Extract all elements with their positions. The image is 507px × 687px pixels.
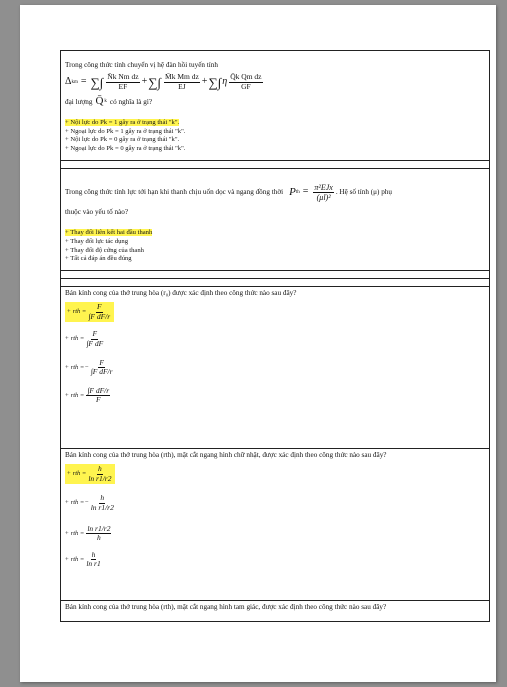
q3-option-3: + rth = − $\frac{F}{\text{∫F dF/r}}$	[65, 357, 113, 377]
q2-p-symbol: P	[289, 185, 296, 198]
q3-option-1-correct: + rth = $\frac{F}{\text{∫F dF/r}}$	[65, 302, 485, 322]
document-page	[20, 5, 496, 682]
question-5	[61, 601, 489, 621]
q4-option-1-correct: + rth = $\frac{h}{\text{ln r1/r2}}$	[65, 464, 485, 484]
q1-term-2: $\frac{\text{M̄k Mm dz}}{EJ}$	[165, 72, 199, 91]
q1-option-4: + Ngoại lực do Pk = 0 gây ra ở trạng thái "k".	[65, 144, 186, 152]
q2-text-c: thuộc vào yếu tố nào?	[65, 208, 129, 217]
q4-option-4: + rth = $\frac{h}{\text{ln r1}}$	[65, 549, 101, 569]
q1-question-symbol: Q̄	[95, 95, 104, 108]
q3-option-4: + rth = $\frac{\text{∫F dF/r}}{F}$	[65, 385, 110, 405]
divider-row	[61, 271, 489, 279]
q4-options	[65, 464, 485, 569]
q4-option-3: + rth = $\frac{\text{ln r1/r2}}{h}$	[65, 523, 111, 543]
q1-delta-sub: km	[71, 79, 78, 85]
q4-option-2: + rth = − $\frac{h}{\text{ln r1/r2}}$	[65, 493, 114, 512]
q1-sum-1: ∑∫	[90, 74, 104, 90]
question-table	[60, 50, 490, 622]
q1-option-1-correct: + Nội lực do Pk = 1 gây ra ở trạng thái "k".	[65, 119, 180, 126]
q1-term-1: $\frac{\text{N̄k Nm dz}}{EF}$	[107, 72, 139, 91]
q1-term-3: $\frac{\text{Q̄k Qm dz}}{GF}$	[230, 72, 262, 91]
q1-question: đại lượng Q̄ k có nghĩa là gì?	[65, 95, 153, 108]
question-1	[61, 51, 489, 161]
q3-option-2: + rth = $\frac{F}{\text{∫F dF}}$	[65, 329, 104, 348]
q4-text: Bán kính cong của thớ trung hòa (rth), mặt cắt ngang hình chữ nhật, được xác định theo công thức nào sau đây?	[65, 451, 387, 459]
q2-option-1-correct: + Thay đổi liên kết hai đầu thanh	[65, 229, 153, 237]
q5-text: Bán kính cong của thớ trung hòa (rth), mặt cắt ngang hình tam giác, được xác định theo công thức nào sau đây?	[65, 603, 387, 611]
q1-option-2: + Ngoại lực do Pk = 1 gây ra ở trạng thái "k".	[65, 127, 186, 135]
q1-plus-1: +	[141, 76, 148, 88]
q2-option-4: + Tất cả đáp án đều đúng	[65, 255, 132, 263]
q1-formula	[65, 73, 485, 91]
q1-option-3: + Nội lực do Pk = 0 gây ra ở trạng thái "k".	[65, 136, 180, 144]
q1-options	[65, 119, 485, 153]
question-3	[61, 287, 489, 449]
q2-formula: $\frac{\text{π²EJx}}{\text{(μl)²}}$	[314, 183, 333, 203]
divider-row	[61, 161, 489, 169]
q1-sum-2: ∑∫	[148, 74, 162, 90]
q1-plus-2: +	[201, 76, 208, 88]
divider-row	[61, 279, 489, 287]
q3-text: Bán kính cong của thớ trung hòa (r₀) được xác định theo công thức nào sau đây?	[65, 289, 297, 297]
q2-options	[65, 229, 485, 263]
q2-option-3: + Thay đổi độ cứng của thanh	[65, 246, 144, 254]
q1-delta: Δ	[65, 76, 72, 88]
question-2	[61, 169, 489, 271]
q1-eta: η	[222, 76, 228, 88]
q1-intro: Trong công thức tính chuyển vị hệ đàn hồi tuyến tính	[65, 61, 218, 69]
q3-options	[65, 302, 485, 405]
question-4	[61, 449, 489, 601]
q1-sum-3: ∑∫	[208, 74, 222, 90]
q2-option-2: + Thay đổi lực tác dụng	[65, 237, 129, 245]
q2-text: Trong công thức tính lực tới hạn khi thanh chịu uốn dọc và ngang đồng thời P th = $\frac{\text{π²EJx}}{\text{(μl)²}}$ . Hệ số tính (μ) phụ	[65, 183, 392, 203]
q1-eq: =	[80, 76, 87, 88]
